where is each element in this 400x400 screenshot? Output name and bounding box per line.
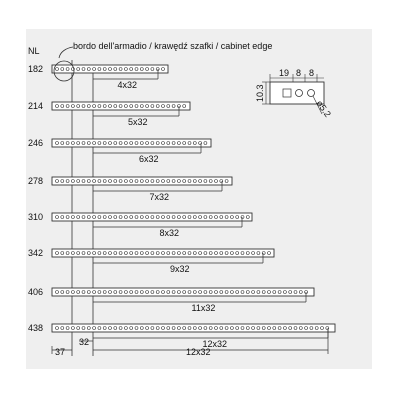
span-label: 11x32	[191, 303, 216, 313]
detail-width-8a: 8	[296, 68, 302, 78]
span-label: 9x32	[170, 264, 190, 274]
rail-row	[28, 287, 314, 313]
rail-body	[52, 288, 314, 296]
pitch-dimension: 32	[79, 337, 90, 347]
span-label: 7x32	[149, 192, 170, 202]
nl-value: 438	[28, 323, 44, 333]
nl-value: 310	[28, 212, 44, 222]
span-label: 8x32	[159, 228, 180, 238]
rail-row	[28, 176, 232, 202]
rail-row	[28, 64, 168, 90]
rail-row	[28, 248, 274, 274]
detail-width-19: 19	[279, 68, 290, 78]
span-label: 5x32	[128, 117, 148, 127]
detail-width-8b: 8	[309, 68, 315, 78]
detail-height: 10.3	[255, 84, 265, 102]
nl-value: 278	[28, 176, 44, 186]
rail-row	[28, 101, 190, 127]
nl-value: 406	[28, 287, 44, 297]
rail-row	[28, 138, 211, 164]
nl-value: 214	[28, 101, 44, 111]
rail-body	[52, 177, 232, 185]
edge-leader-line	[59, 47, 73, 58]
span-label: 4x32	[117, 80, 138, 90]
rail-body	[52, 102, 190, 110]
rail-row	[28, 212, 252, 238]
cabinet-edge-label: bordo dell'armadio / krawędź szafki / cabinet edge	[73, 41, 273, 51]
offset-dimension: 37	[55, 347, 66, 357]
nl-value: 342	[28, 248, 44, 258]
nl-value: 246	[28, 138, 44, 148]
rail-body	[52, 249, 274, 257]
total-dimension: 12x32	[186, 347, 211, 357]
rail-row	[28, 323, 335, 349]
detail-hole-diameter: ø5.2	[314, 98, 333, 119]
span-label: 6x32	[139, 154, 159, 164]
span-label: 12x32	[202, 339, 228, 349]
hole-detail	[262, 74, 324, 114]
nl-header: NL	[28, 46, 40, 56]
nl-value: 182	[28, 64, 44, 74]
rail-body	[52, 139, 211, 147]
